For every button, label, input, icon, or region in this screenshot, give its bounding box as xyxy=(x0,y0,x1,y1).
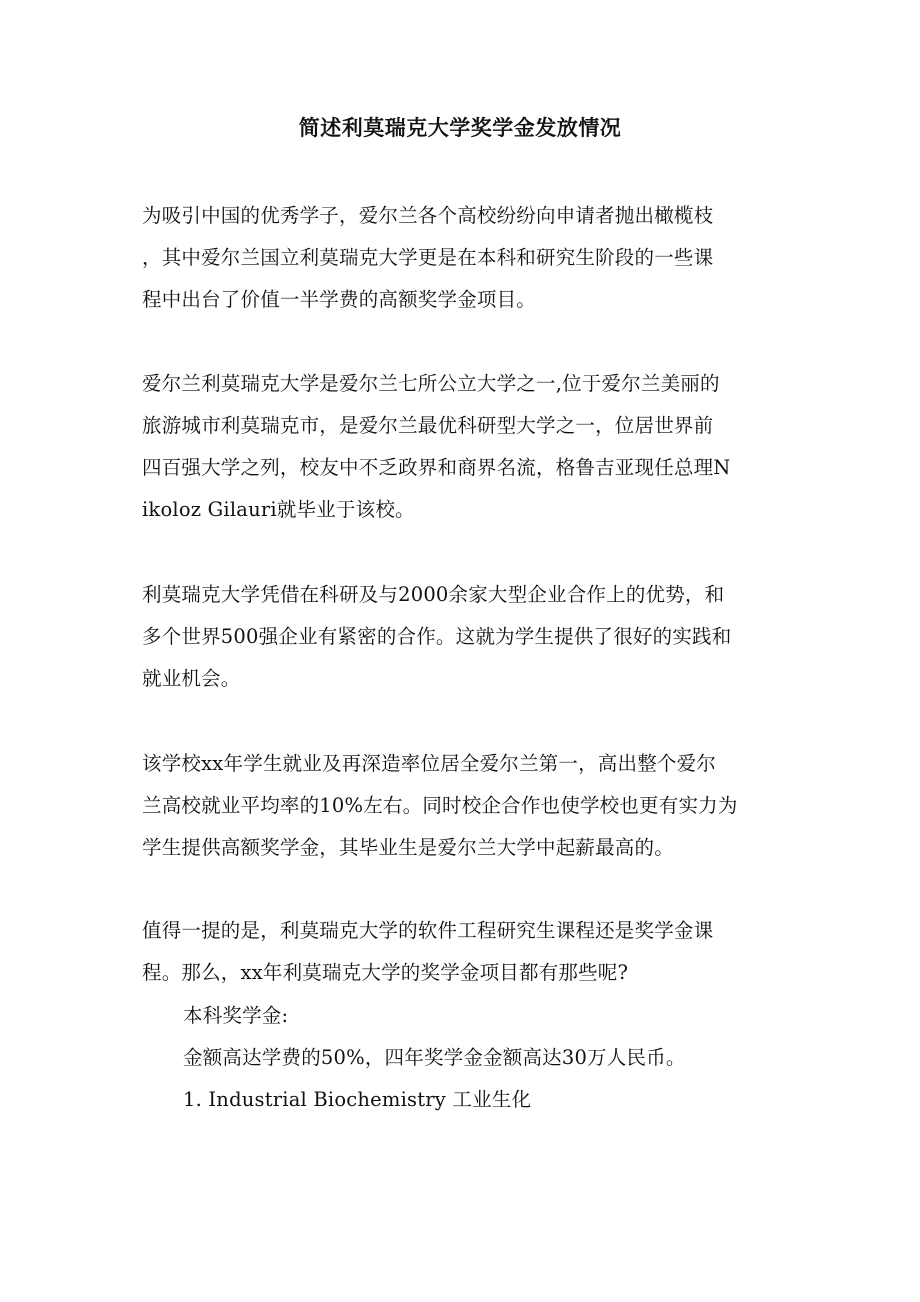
undergraduate-scholarship-heading: 本科奖学金: xyxy=(183,1004,289,1027)
paragraph-line: 学生提供高额奖学金，其毕业生是爱尔兰大学中起薪最高的。 xyxy=(142,836,674,859)
paragraph-line: 多个世界500强企业有紧密的合作。这就为学生提供了很好的实践和 xyxy=(142,625,732,648)
paragraph-university-overview xyxy=(142,363,782,531)
paragraph-line: 程中出台了价值一半学费的高额奖学金项目。 xyxy=(142,288,537,311)
paragraph-industry-cooperation xyxy=(142,574,782,700)
scholarship-amount-line: 金额高达学费的50%，四年奖学金金额高达30万人民币。 xyxy=(183,1046,686,1069)
paragraph-line: ikoloz Gilauri就毕业于该校。 xyxy=(142,498,415,521)
paragraph-line: 值得一提的是，利莫瑞克大学的软件工程研究生课程还是奖学金课 xyxy=(142,919,714,942)
paragraph-line: 为吸引中国的优秀学子，爱尔兰各个高校纷纷向申请者抛出橄榄枝 xyxy=(142,204,714,227)
paragraph-line: 爱尔兰利莫瑞克大学是爱尔兰七所公立大学之一,位于爱尔兰美丽的 xyxy=(142,372,720,395)
paragraph-line: ，其中爱尔兰国立利莫瑞克大学更是在本科和研究生阶段的一些课 xyxy=(142,246,714,269)
program-list-item: 1. Industrial Biochemistry 工业生化 xyxy=(183,1088,532,1111)
paragraph-line: 利莫瑞克大学凭借在科研及与2000余家大型企业合作上的优势，和 xyxy=(142,583,725,606)
document-title: 简述利莫瑞克大学奖学金发放情况 xyxy=(298,115,622,140)
paragraph-intro xyxy=(142,195,782,321)
paragraph-line: 就业机会。 xyxy=(142,667,241,690)
paragraph-line: 程。那么，xx年利莫瑞克大学的奖学金项目都有那些呢? xyxy=(142,961,629,984)
paragraph-line: 旅游城市利莫瑞克市，是爱尔兰最优科研型大学之一，位居世界前 xyxy=(142,414,714,437)
paragraph-line: 该学校xx年学生就业及再深造率位居全爱尔兰第一，高出整个爱尔 xyxy=(142,752,716,775)
paragraph-scholarship-intro xyxy=(142,910,782,994)
paragraph-employment xyxy=(142,743,782,869)
paragraph-line: 四百强大学之列，校友中不乏政界和商界名流，格鲁吉亚现任总理N xyxy=(142,456,731,479)
paragraph-line: 兰高校就业平均率的10%左右。同时校企合作也使学校也更有实力为 xyxy=(142,794,738,817)
